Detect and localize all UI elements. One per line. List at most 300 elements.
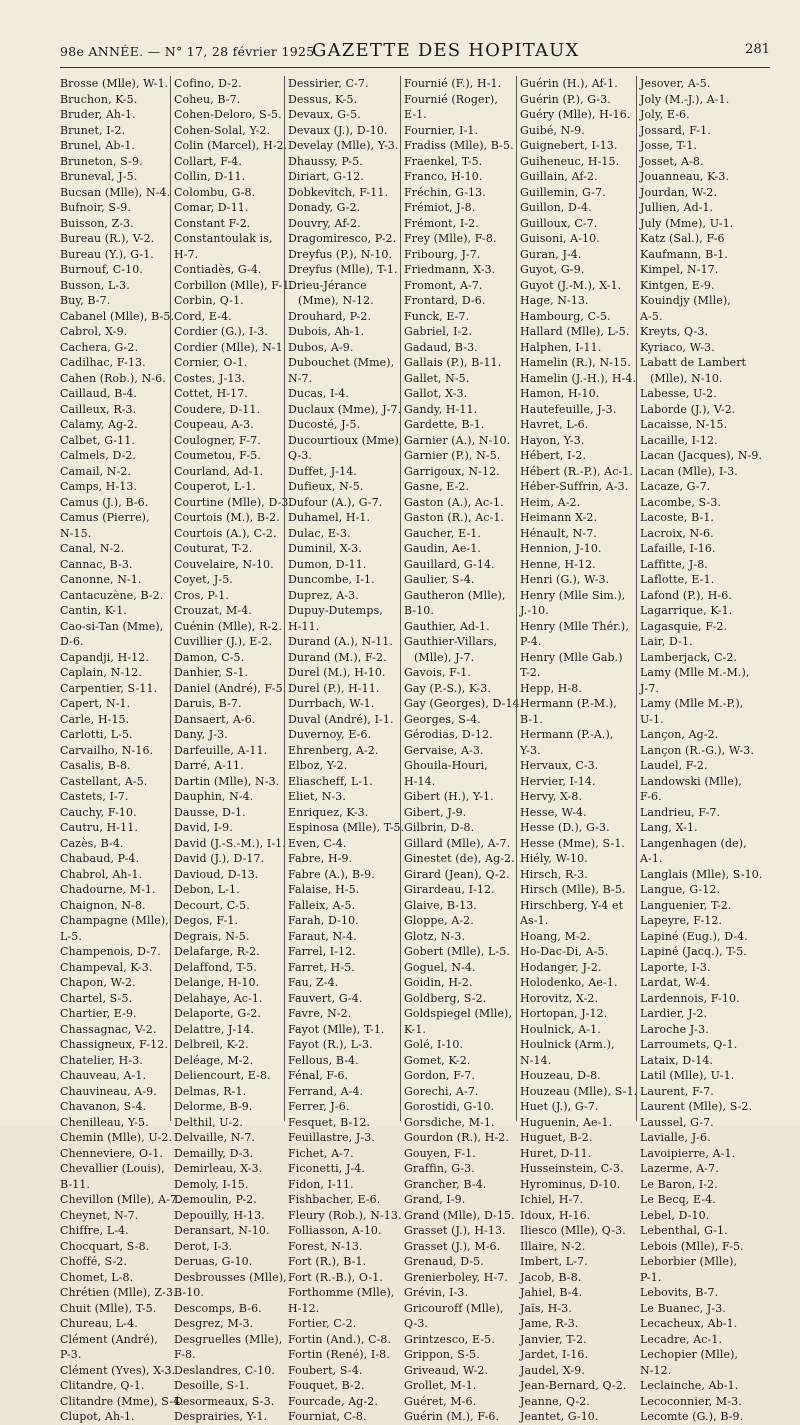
index-entry: Y-3. xyxy=(520,743,541,757)
index-entry: Bufnoir, S-9. xyxy=(60,201,131,214)
index-entry: Gauthier-Villars, xyxy=(404,635,498,648)
index-entry: Hirschberg, Y-4 et xyxy=(520,898,624,912)
index-entry: Even, C-4. xyxy=(288,836,347,850)
index-entry: Gibert (H.), Y-1. xyxy=(404,790,494,803)
index-entry: Chevallier (Louis), xyxy=(60,1162,165,1175)
index-entry: Chavanon, S-4. xyxy=(60,1100,147,1113)
index-entry: Develay (Mlle), Y-3. xyxy=(288,139,399,152)
index-entry: Darré, A-11. xyxy=(174,759,244,772)
index-entry: Fauvert, G-4. xyxy=(288,991,363,1005)
index-entry: Canal, N-2. xyxy=(60,542,125,555)
index-entry: Grand, I-9. xyxy=(404,1193,466,1206)
index-entry: Goguel, N-4. xyxy=(404,960,476,974)
index-entry: Hennion, J-10. xyxy=(520,542,602,555)
index-entry: Deliencourt, E-8. xyxy=(174,1069,271,1082)
index-entry: Dansaert, A-6. xyxy=(174,712,256,726)
index-entry: Lazerme, A-7. xyxy=(640,1162,719,1175)
index-entry: Dubois, Ah-1. xyxy=(288,325,365,338)
index-entry: Gloppe, A-2. xyxy=(404,914,474,927)
index-entry: Jeanne, Q-2. xyxy=(520,1394,590,1408)
header-rule xyxy=(60,67,770,68)
index-entry: Durel (M.), H-10. xyxy=(288,666,386,679)
index-entry: Guyot (J.-M.), X-1. xyxy=(520,278,622,292)
index-entry: Bruneton, S-9. xyxy=(60,154,143,168)
index-entry: Brunet, I-2. xyxy=(60,123,126,137)
index-entry: Lavialle, J-6. xyxy=(640,1131,711,1144)
index-entry: Jahiel, B-4. xyxy=(520,1286,583,1299)
index-entry: David (J.), D-17. xyxy=(174,852,265,865)
index-entry: Capandji, H-12. xyxy=(60,650,149,664)
index-entry: Crouzat, M-4. xyxy=(174,604,252,617)
index-entry: Collart, F-4. xyxy=(174,154,242,168)
index-entry: Lardier, J-2. xyxy=(640,1007,708,1020)
index-entry: Labatt de Lambert xyxy=(640,356,747,369)
index-entry: Le Baron, I-2. xyxy=(640,1177,718,1191)
index-entry: Dreyfus (Mlle), T-1. xyxy=(288,263,398,276)
index-entry: Lacan (Mlle), I-3. xyxy=(640,464,738,478)
index-entry: Lançon, Ag-2. xyxy=(640,728,719,741)
index-entry: Duprez, A-3. xyxy=(288,588,359,602)
index-entry: Hénault, N-7. xyxy=(520,526,597,540)
index-entry: Franco, H-10. xyxy=(404,170,483,183)
index-entry: Fortin (René), I-8. xyxy=(288,1348,390,1361)
index-entry: Bruneval, J-5. xyxy=(60,170,138,183)
index-entry: Courland, Ad-1. xyxy=(174,464,264,478)
index-entry: Jeantet, G-10. xyxy=(520,1410,599,1423)
index-column-3 xyxy=(288,76,405,1423)
index-entry: Camus (Pierre), xyxy=(60,511,150,524)
index-column-6 xyxy=(640,76,768,1423)
index-entry: Grancher, B-4. xyxy=(404,1177,487,1191)
index-entry: P-3. xyxy=(60,1348,82,1361)
index-entry: Hermann (P.-M.), xyxy=(520,697,617,710)
index-entry: Delvaille, N-7. xyxy=(174,1131,256,1144)
index-entry: Huguenin, Ae-1. xyxy=(520,1115,613,1129)
index-entry: Kreyts, Q-3. xyxy=(640,325,709,338)
index-entry: Demoly, I-15. xyxy=(174,1177,249,1191)
index-entry: H-14. xyxy=(404,774,436,788)
index-entry: K-1. xyxy=(404,1022,427,1036)
index-entry: Kouindjy (Mlle), xyxy=(640,294,731,307)
index-entry: Fabre, H-9. xyxy=(288,852,353,865)
index-entry: Lebovits, B-7. xyxy=(640,1286,719,1299)
index-entry: Lapeyre, F-12. xyxy=(640,914,723,927)
index-entry: Henry (Mlle Thér.), xyxy=(520,619,629,633)
index-entry: J.-10. xyxy=(520,604,549,617)
index-entry: Glaive, B-13. xyxy=(404,898,477,912)
index-entry: Desgruelles (Mlle), xyxy=(174,1332,283,1346)
index-entry: Couvelaire, N-10. xyxy=(174,557,274,571)
index-entry: Ducourtioux (Mme), xyxy=(288,433,403,447)
index-entry: Castets, I-7. xyxy=(60,790,129,803)
index-entry: J-7. xyxy=(640,681,660,695)
index-entry: Chassagnac, V-2. xyxy=(60,1022,157,1036)
index-entry: Cros, P-1. xyxy=(174,588,229,602)
index-entry: Colombu, G-8. xyxy=(174,185,256,199)
index-entry: Carvailho, N-16. xyxy=(60,743,154,757)
index-entry: Hautefeuille, J-3. xyxy=(520,402,617,416)
index-entry: Jame, R-3. xyxy=(520,1317,579,1330)
index-entry: Clitandre, Q-1. xyxy=(60,1379,145,1392)
index-entry: Collin, D-11. xyxy=(174,170,246,183)
index-entry: (Mme), N-12. xyxy=(298,294,374,307)
index-entry: Guillon, D-4. xyxy=(520,201,592,214)
index-entry: Hage, N-13. xyxy=(520,294,589,307)
index-entry: Imbert, L-7. xyxy=(520,1255,588,1268)
index-entry: Fraenkel, T-5. xyxy=(404,154,483,168)
index-entry: Falaise, H-5. xyxy=(288,883,360,896)
index-entry: Guérin (M.), F-6. xyxy=(404,1410,500,1423)
index-entry: Buy, B-7. xyxy=(60,294,111,307)
index-entry: Lafond (P.), H-6. xyxy=(640,588,732,602)
index-entry: Le Becq, E-4. xyxy=(640,1193,716,1206)
index-entry: Durel (P.), H-11. xyxy=(288,681,380,695)
index-entry: Kaufmann, B-1. xyxy=(640,247,728,261)
index-entry: Hayon, Y-3. xyxy=(520,433,585,447)
index-entry: Hodanger, J-2. xyxy=(520,960,602,974)
index-entry: Ferrer, J-6. xyxy=(288,1100,350,1113)
index-entry: Garrigoux, N-12. xyxy=(404,464,500,478)
index-entry: Gallet, N-5. xyxy=(404,371,470,385)
index-entry: Fayot (Mlle), T-1. xyxy=(288,1022,385,1036)
index-entry: July (Mme), U-1. xyxy=(640,216,734,230)
index-entry: Hesse (Mme), S-1. xyxy=(520,836,626,850)
index-entry: Guibé, N-9. xyxy=(520,123,585,137)
index-entry: Hirsch (Mlle), B-5. xyxy=(520,883,626,896)
index-entry: Frémiot, J-8. xyxy=(404,201,476,214)
index-entry: Gadaud, B-3. xyxy=(404,340,478,354)
index-entry: Grasset (J.), M-6. xyxy=(404,1239,501,1253)
index-entry: Grenierboley, H-7. xyxy=(404,1270,508,1284)
index-entry: Goldberg, S-2. xyxy=(404,991,487,1005)
index-entry: Dulac, E-3. xyxy=(288,526,351,540)
index-entry: Henne, H-12. xyxy=(520,557,596,571)
index-entry: Jossard, F-1. xyxy=(640,123,711,137)
index-entry: Delaffond, T-5. xyxy=(174,960,257,974)
index-entry: Cadilhac, F-13. xyxy=(60,356,146,369)
index-entry: Gorechi, A-7. xyxy=(404,1084,479,1098)
index-entry: Clément (André), xyxy=(60,1332,158,1346)
index-entry: B-10. xyxy=(404,604,434,617)
index-entry: Gérodias, D-12. xyxy=(404,728,493,741)
index-entry: Chaignon, N-8. xyxy=(60,898,146,912)
index-entry: Ehrenberg, A-2. xyxy=(288,743,379,757)
index-entry: Durrbach, W-1. xyxy=(288,697,375,710)
index-entry: Gouyen, F-1. xyxy=(404,1146,476,1160)
index-entry: Bureau (Y.), G-1. xyxy=(60,247,154,261)
index-entry: Frey (Mlle), F-8. xyxy=(404,232,497,245)
index-entry: Champeval, K-3. xyxy=(60,960,153,974)
index-entry: Hermann (P.-A.), xyxy=(520,728,614,741)
index-entry: Jean-Bernard, Q-2. xyxy=(520,1379,627,1392)
index-entry: Fréchin, G-13. xyxy=(404,185,486,199)
index-entry: Foubert, S-4. xyxy=(288,1363,363,1377)
column-separator xyxy=(636,76,637,1121)
index-entry: Hamelin (R.), N-15. xyxy=(520,356,631,369)
index-entry: Demoulin, P-2. xyxy=(174,1193,257,1206)
index-entry: Lang, X-1. xyxy=(640,821,698,834)
index-entry: Farret, H-5. xyxy=(288,960,355,974)
index-entry: Fichet, A-7. xyxy=(288,1146,354,1160)
index-entry: Lamy (Mlle M.-P.), xyxy=(640,697,744,710)
index-entry: Farrel, I-12. xyxy=(288,945,356,958)
index-entry: Descomps, B-6. xyxy=(174,1301,262,1315)
index-entry: Landowski (Mlle), xyxy=(640,774,742,788)
index-entry: Cautru, H-11. xyxy=(60,821,138,834)
index-entry: Gorostidi, G-10. xyxy=(404,1100,495,1113)
index-entry: Fleury (Rob.), N-13. xyxy=(288,1208,402,1222)
index-entry: Hirsch, R-3. xyxy=(520,867,588,881)
index-entry: Duminil, X-3. xyxy=(288,542,362,555)
index-entry: Donady, G-2. xyxy=(288,201,361,214)
index-entry: Fourcade, Ag-2. xyxy=(288,1394,378,1408)
index-entry: Corbillon (Mlle), F-1. xyxy=(174,278,294,292)
index-entry: Jullien, Ad-1. xyxy=(640,201,714,214)
index-entry: Ginestet (de), Ag-2. xyxy=(404,852,515,865)
index-entry: Jouanneau, K-3. xyxy=(640,170,730,183)
index-entry: Clupot, Ah-1. xyxy=(60,1410,135,1423)
index-entry: Caplain, N-12. xyxy=(60,666,142,679)
index-entry: Desbrousses (Mlle), xyxy=(174,1270,287,1284)
index-entry: Fesquet, B-12. xyxy=(288,1115,371,1129)
index-entry: Devaux (J.), D-10. xyxy=(288,123,388,137)
index-entry: As-1. xyxy=(520,914,549,927)
index-entry: Darfeuille, A-11. xyxy=(174,743,268,757)
running-header xyxy=(60,40,770,64)
index-entry: Laudel, F-2. xyxy=(640,759,708,772)
index-entry: Chartel, S-5. xyxy=(60,991,133,1005)
index-entry: Champagne (Mlle), xyxy=(60,914,169,927)
index-entry: Guisoni, A-10. xyxy=(520,232,600,245)
index-entry: Girard (Jean), Q-2. xyxy=(404,867,510,881)
index-entry: Henry (Mlle Sim.), xyxy=(520,588,626,602)
index-entry: Carpentier, S-11. xyxy=(60,681,158,695)
index-entry: Lecadre, Ac-1. xyxy=(640,1332,723,1346)
index-entry: Grenaud, D-5. xyxy=(404,1255,484,1268)
index-entry: Lacan (Jacques), N-9. xyxy=(640,449,763,462)
index-entry: Daruis, B-7. xyxy=(174,697,242,710)
index-entry: Ferrand, A-4. xyxy=(288,1084,364,1098)
index-entry: Cordier (G.), I-3. xyxy=(174,325,268,338)
index-entry: Cannac, B-3. xyxy=(60,557,133,571)
index-entry: Labesse, U-2. xyxy=(640,387,717,400)
index-entry: Cohen-Deloro, S-5. xyxy=(174,108,282,121)
index-entry: Houlnick (Arm.), xyxy=(520,1038,615,1051)
index-entry: Funck, E-7. xyxy=(404,309,470,323)
index-entry: Desgrez, M-3. xyxy=(174,1317,254,1330)
index-entry: Fabre (A.), B-9. xyxy=(288,867,375,881)
index-entry: Q-3. xyxy=(404,1317,429,1330)
index-entry: Fortin (And.), C-8. xyxy=(288,1332,392,1346)
index-entry: Lacroix, N-6. xyxy=(640,526,714,540)
index-column-1 xyxy=(60,76,184,1423)
index-entry: Bruchon, K-5. xyxy=(60,92,138,106)
index-entry: Courtois (A.), C-2. xyxy=(174,526,277,540)
index-entry: Guignebert, I-13. xyxy=(520,139,618,152)
index-entry: Chiffre, L-4. xyxy=(60,1224,129,1237)
index-entry: Jacob, B-8. xyxy=(520,1270,582,1284)
index-entry: Lebenthal, G-1. xyxy=(640,1224,728,1237)
index-entry: Lebel, D-10. xyxy=(640,1208,710,1222)
index-entry: Cord, E-4. xyxy=(174,309,232,323)
index-entry: Chauveau, A-1. xyxy=(60,1069,147,1082)
index-entry: Lardennois, F-10. xyxy=(640,991,740,1005)
index-entry: Dufieux, N-5. xyxy=(288,480,364,493)
index-column-2 xyxy=(174,76,294,1423)
index-entry: Camail, N-2. xyxy=(60,464,132,478)
index-entry: Douvry, Af-2. xyxy=(288,216,361,230)
index-entry: Delbreil, K-2. xyxy=(174,1038,249,1051)
index-entry: Farah, D-10. xyxy=(288,914,359,927)
index-entry: Ho-Dac-Di, A-5. xyxy=(520,945,609,958)
index-entry: Graffin, G-3. xyxy=(404,1162,475,1175)
index-entry: Durand (M.), F-2. xyxy=(288,650,387,664)
index-entry: Laurent, F-7. xyxy=(640,1084,714,1098)
index-entry: Hervy, X-8. xyxy=(520,790,583,803)
index-entry: Griveaud, W-2. xyxy=(404,1363,489,1377)
issue-line: 98e ANNÉE. — N° 17, 28 février 1925. xyxy=(60,44,319,59)
index-entry: D-6. xyxy=(60,635,84,648)
index-entry: Houlnick, A-1. xyxy=(520,1022,601,1036)
index-entry: Georges, S-4. xyxy=(404,712,481,726)
index-entry: Chadourne, M-1. xyxy=(60,883,156,896)
index-entry: Deslandres, C-10. xyxy=(174,1363,275,1377)
index-entry: Iliesco (Mlle), Q-3. xyxy=(520,1224,626,1237)
index-entry: Gillard (Mlle), A-7. xyxy=(404,836,511,850)
index-entry: Fort (R.-B.), O-1. xyxy=(288,1270,383,1284)
index-entry: Gaston (A.), Ac-1. xyxy=(404,495,504,509)
index-entry: Gautheron (Mlle), xyxy=(404,588,506,602)
index-entry: Cornier, O-1. xyxy=(174,356,248,369)
index-entry: Gordon, F-7. xyxy=(404,1069,475,1082)
index-entry: Lapiné (Eug.), D-4. xyxy=(640,929,748,943)
column-separator xyxy=(170,76,171,1121)
index-entry: Gobert (Mlle), L-5. xyxy=(404,945,510,958)
index-entry: Lechopier (Mlle), xyxy=(640,1348,739,1361)
index-entry: Gilbrin, D-8. xyxy=(404,821,475,834)
index-entry: Cauchy, F-10. xyxy=(60,805,137,819)
index-entry: Fourniat, C-8. xyxy=(288,1410,367,1423)
index-entry: Dumon, D-11. xyxy=(288,557,367,571)
index-entry: H-11. xyxy=(288,619,320,633)
index-entry: Larroumets, Q-1. xyxy=(640,1038,738,1051)
index-entry: Dobkevitch, F-11. xyxy=(288,185,389,199)
index-entry: Gaucher, E-1. xyxy=(404,526,481,540)
index-entry: Carle, H-15. xyxy=(60,712,130,726)
index-entry: Cantacuzène, B-2. xyxy=(60,588,164,602)
index-entry: Cabrol, X-9. xyxy=(60,325,128,338)
index-entry: (Mlle), J-7. xyxy=(414,650,475,664)
index-entry: Coudere, D-11. xyxy=(174,402,261,416)
index-entry: Hesse, W-4. xyxy=(520,805,587,819)
index-entry: Delattre, J-14. xyxy=(174,1022,255,1036)
index-entry: Havret, L-6. xyxy=(520,418,589,431)
index-entry: Chureau, L-4. xyxy=(60,1317,138,1330)
index-entry: L-5. xyxy=(60,929,82,943)
index-entry: Josset, A-8. xyxy=(640,154,704,168)
index-entry: Laurent (Mlle), S-2. xyxy=(640,1100,753,1113)
index-entry: Fishbacher, E-6. xyxy=(288,1193,381,1206)
index-entry: Chabaud, P-4. xyxy=(60,852,140,865)
index-entry: Degos, F-1. xyxy=(174,914,239,927)
index-entry: Forest, N-13. xyxy=(288,1239,363,1253)
index-entry: Huguet, B-2. xyxy=(520,1131,593,1144)
index-entry: Jaudel, X-9. xyxy=(520,1363,585,1377)
index-entry: Guilloux, C-7. xyxy=(520,216,598,230)
index-entry: Gauillard, G-14. xyxy=(404,557,495,571)
index-entry: Gandy, H-11. xyxy=(404,402,478,416)
index-entry: Hiély, W-10. xyxy=(520,852,588,865)
index-entry: Ducas, I-4. xyxy=(288,387,349,400)
index-entry: Lançon (R.-G.), W-3. xyxy=(640,743,754,757)
journal-title: GAZETTE DES HOPITAUX xyxy=(312,40,580,61)
index-entry: Heimann X-2. xyxy=(520,511,598,524)
index-entry: Faraut, N-4. xyxy=(288,929,357,943)
index-entry: Ficonetti, J-4. xyxy=(288,1162,366,1175)
index-entry: Carlotti, L-5. xyxy=(60,728,133,741)
index-entry: Eliet, N-3. xyxy=(288,790,346,803)
index-entry: Laborde (J.), V-2. xyxy=(640,402,736,416)
index-entry: Fayot (R.), L-3. xyxy=(288,1038,373,1051)
index-entry: Daniel (André), F-5. xyxy=(174,681,287,695)
index-entry: Duncombe, I-1. xyxy=(288,573,375,586)
index-entry: Buisson, Z-3. xyxy=(60,216,134,230)
index-entry: Lacombe, S-3. xyxy=(640,495,722,509)
index-entry: Brunel, Ab-1. xyxy=(60,139,136,152)
index-entry: Gay (Georges), D-14. xyxy=(404,697,524,710)
index-entry: Grasset (J.), H-13. xyxy=(404,1224,506,1237)
index-entry: Lebois (Mlle), F-5. xyxy=(640,1239,744,1253)
index-entry: Lafaille, I-16. xyxy=(640,542,716,555)
index-entry: David (J.-S.-M.), I-1. xyxy=(174,836,286,850)
index-entry: N-15. xyxy=(60,526,92,540)
index-entry: Lavoipierre, A-1. xyxy=(640,1146,736,1160)
index-entry: Folliasson, A-10. xyxy=(288,1224,382,1237)
index-entry: Cuvillier (J.), E-2. xyxy=(174,635,273,648)
index-entry: Champenois, D-7. xyxy=(60,945,161,958)
index-entry: Coheu, B-7. xyxy=(174,92,241,106)
index-entry: Cabanel (Mlle), B-5. xyxy=(60,309,175,323)
index-entry: Bureau (R.), V-2. xyxy=(60,232,155,245)
index-entry: Chemin (Mlle), U-2. xyxy=(60,1131,173,1144)
index-entry: Espinosa (Mlle), T-5. xyxy=(288,821,405,834)
index-entry: Houzeau, D-8. xyxy=(520,1069,601,1082)
page-number: 281 xyxy=(745,42,770,57)
index-columns xyxy=(60,76,770,1423)
index-entry: Guéret, M-6. xyxy=(404,1394,477,1408)
index-entry: Duvernoy, E-6. xyxy=(288,728,372,741)
index-entry: Leclainche, Ab-1. xyxy=(640,1379,739,1392)
index-entry: Dhaussy, P-5. xyxy=(288,154,363,168)
index-entry: Halphen, I-11. xyxy=(520,340,602,354)
index-entry: Hébert, I-2. xyxy=(520,449,587,462)
index-entry: Huet (J.), G-7. xyxy=(520,1100,599,1113)
index-entry: Frontard, D-6. xyxy=(404,294,486,307)
index-entry: Lapiné (Jacq.), T-5. xyxy=(640,945,747,958)
index-entry: Chevillon (Mlle), A-7. xyxy=(60,1193,181,1206)
index-entry: Grollet, M-1. xyxy=(404,1379,477,1392)
index-entry: Duffet, J-14. xyxy=(288,464,357,478)
index-entry: Deransart, N-10. xyxy=(174,1224,270,1237)
index-entry: Laflotte, E-1. xyxy=(640,573,715,586)
index-entry: Desormeaux, S-3. xyxy=(174,1394,275,1408)
index-entry: Husseinstein, C-3. xyxy=(520,1162,624,1175)
index-entry: Lamy (Mlle M.-M.), xyxy=(640,666,750,679)
index-entry: Cuénin (Mlle), R-2. xyxy=(174,619,282,633)
index-entry: Derot, I-3. xyxy=(174,1239,233,1253)
index-entry: Frémont, I-2. xyxy=(404,216,479,230)
index-entry: H-12. xyxy=(288,1301,320,1315)
